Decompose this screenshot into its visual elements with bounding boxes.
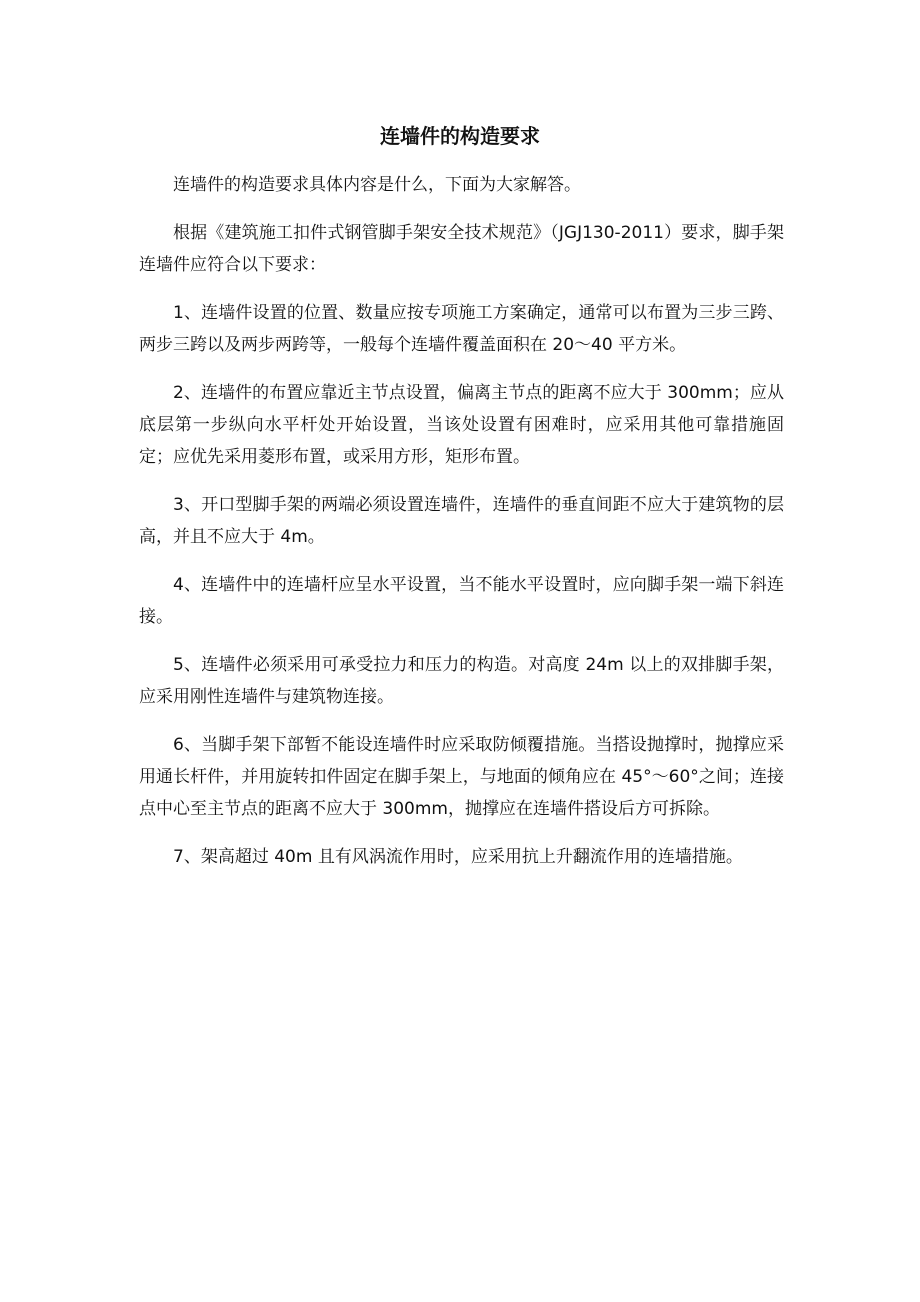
requirement-item-7: 7、架高超过 40m 且有风涡流作用时，应采用抗上升翻流作用的连墙措施。 xyxy=(173,847,743,867)
document-body xyxy=(139,169,784,889)
requirement-item-2: 2、连墙件的布置应靠近主节点设置，偏离主节点的距离不应大于 300mm；应从底层第一步纵向水平杆处开始设置，当该处设置有困难时，应采用其他可靠措施固定；应优先采用菱形布置，或采用方形，矩形布置。 xyxy=(139,383,784,467)
basis-paragraph: 根据《建筑施工扣件式钢管脚手架安全技术规范》（JGJ130-2011）要求，脚手架连墙件应符合以下要求： xyxy=(139,223,784,275)
requirement-item-1: 1、连墙件设置的位置、数量应按专项施工方案确定，通常可以布置为三步三跨、两步三跨以及两步两跨等，一般每个连墙件覆盖面积在 20～40 平方米。 xyxy=(139,303,784,355)
requirement-item-5: 5、连墙件必须采用可承受拉力和压力的构造。对高度 24m 以上的双排脚手架，应采用刚性连墙件与建筑物连接。 xyxy=(139,655,784,707)
document-title: 连墙件的构造要求 xyxy=(380,124,540,148)
requirement-item-3: 3、开口型脚手架的两端必须设置连墙件，连墙件的垂直间距不应大于建筑物的层高，并且不应大于 4m。 xyxy=(139,495,784,547)
requirement-item-6: 6、当脚手架下部暂不能设连墙件时应采取防倾覆措施。当搭设抛撑时，抛撑应采用通长杆件，并用旋转扣件固定在脚手架上，与地面的倾角应在 45°～60°之间；连接点中心至主节点的距离不应大于 300mm，抛撑应在连墙件搭设后方可拆除。 xyxy=(139,735,784,819)
requirement-item-4: 4、连墙件中的连墙杆应呈水平设置，当不能水平设置时，应向脚手架一端下斜连接。 xyxy=(139,575,784,627)
intro-paragraph: 连墙件的构造要求具体内容是什么，下面为大家解答。 xyxy=(173,175,581,195)
